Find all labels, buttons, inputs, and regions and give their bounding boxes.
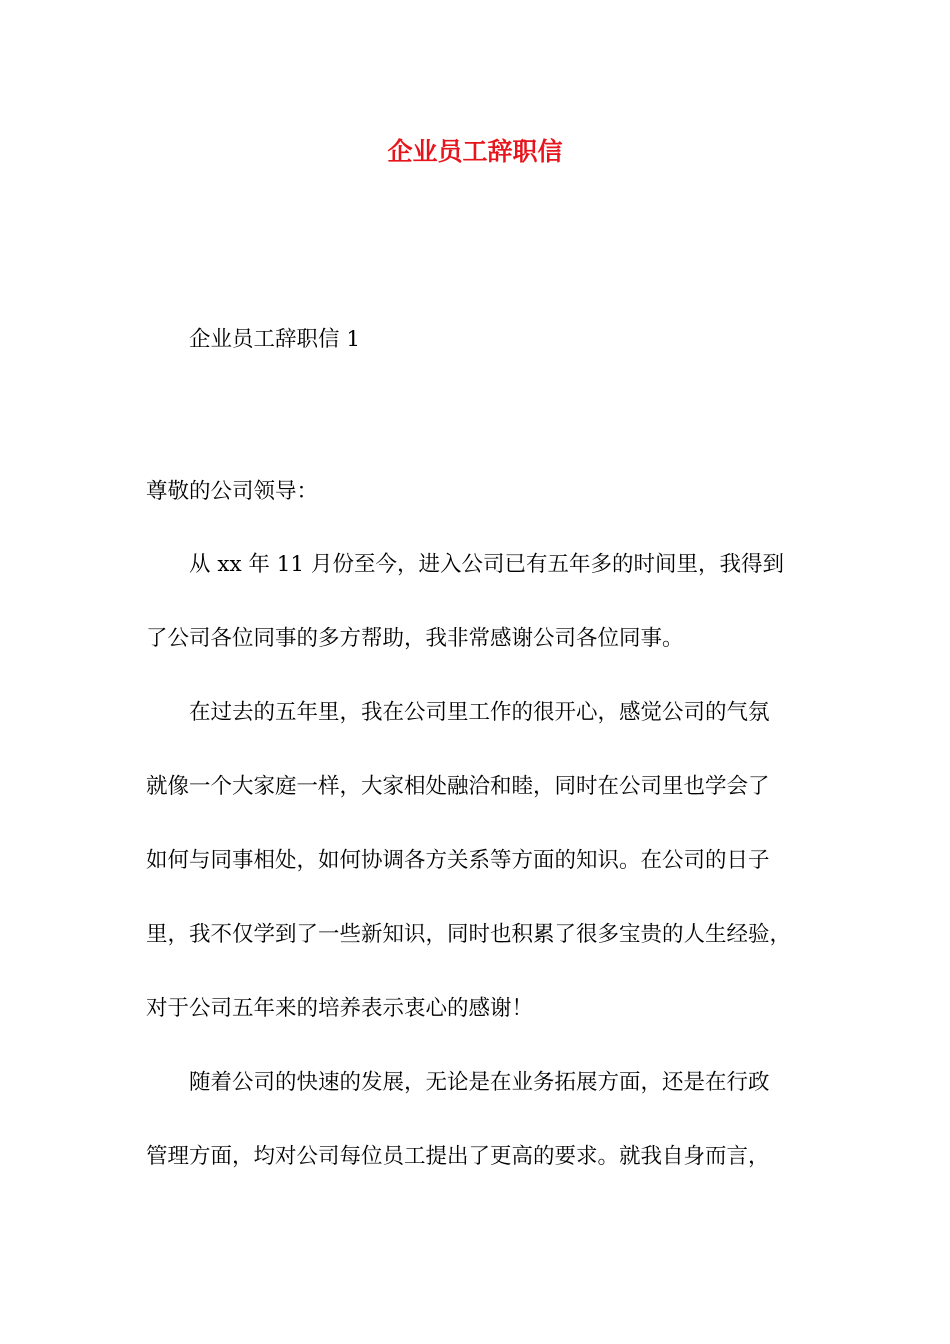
- salutation: 尊敬的公司领导：: [146, 479, 319, 504]
- document-title: 企业员工辞职信: [387, 137, 563, 166]
- section-heading: 企业员工辞职信 1: [189, 327, 361, 352]
- paragraph-line: 随着公司的快速的发展，无论是在业务拓展方面，还是在行政: [189, 1070, 770, 1095]
- paragraph-line: 在过去的五年里，我在公司里工作的很开心，感觉公司的气氛: [189, 700, 770, 725]
- paragraph-line: 里，我不仅学到了一些新知识，同时也积累了很多宝贵的人生经验，: [146, 922, 792, 947]
- paragraph-line: 对于公司五年来的培养表示衷心的感谢！: [146, 996, 534, 1021]
- paragraph-line: 从 xx 年 11 月份至今，进入公司已有五年多的时间里，我得到: [189, 552, 784, 577]
- paragraph-line: 了公司各位同事的多方帮助，我非常感谢公司各位同事。: [146, 626, 684, 651]
- paragraph-line: 如何与同事相处，如何协调各方关系等方面的知识。在公司的日子: [146, 848, 770, 873]
- paragraph-line: 就像一个大家庭一样，大家相处融洽和睦，同时在公司里也学会了: [146, 774, 770, 799]
- paragraph-line: 管理方面，均对公司每位员工提出了更高的要求。就我自身而言，: [146, 1144, 770, 1169]
